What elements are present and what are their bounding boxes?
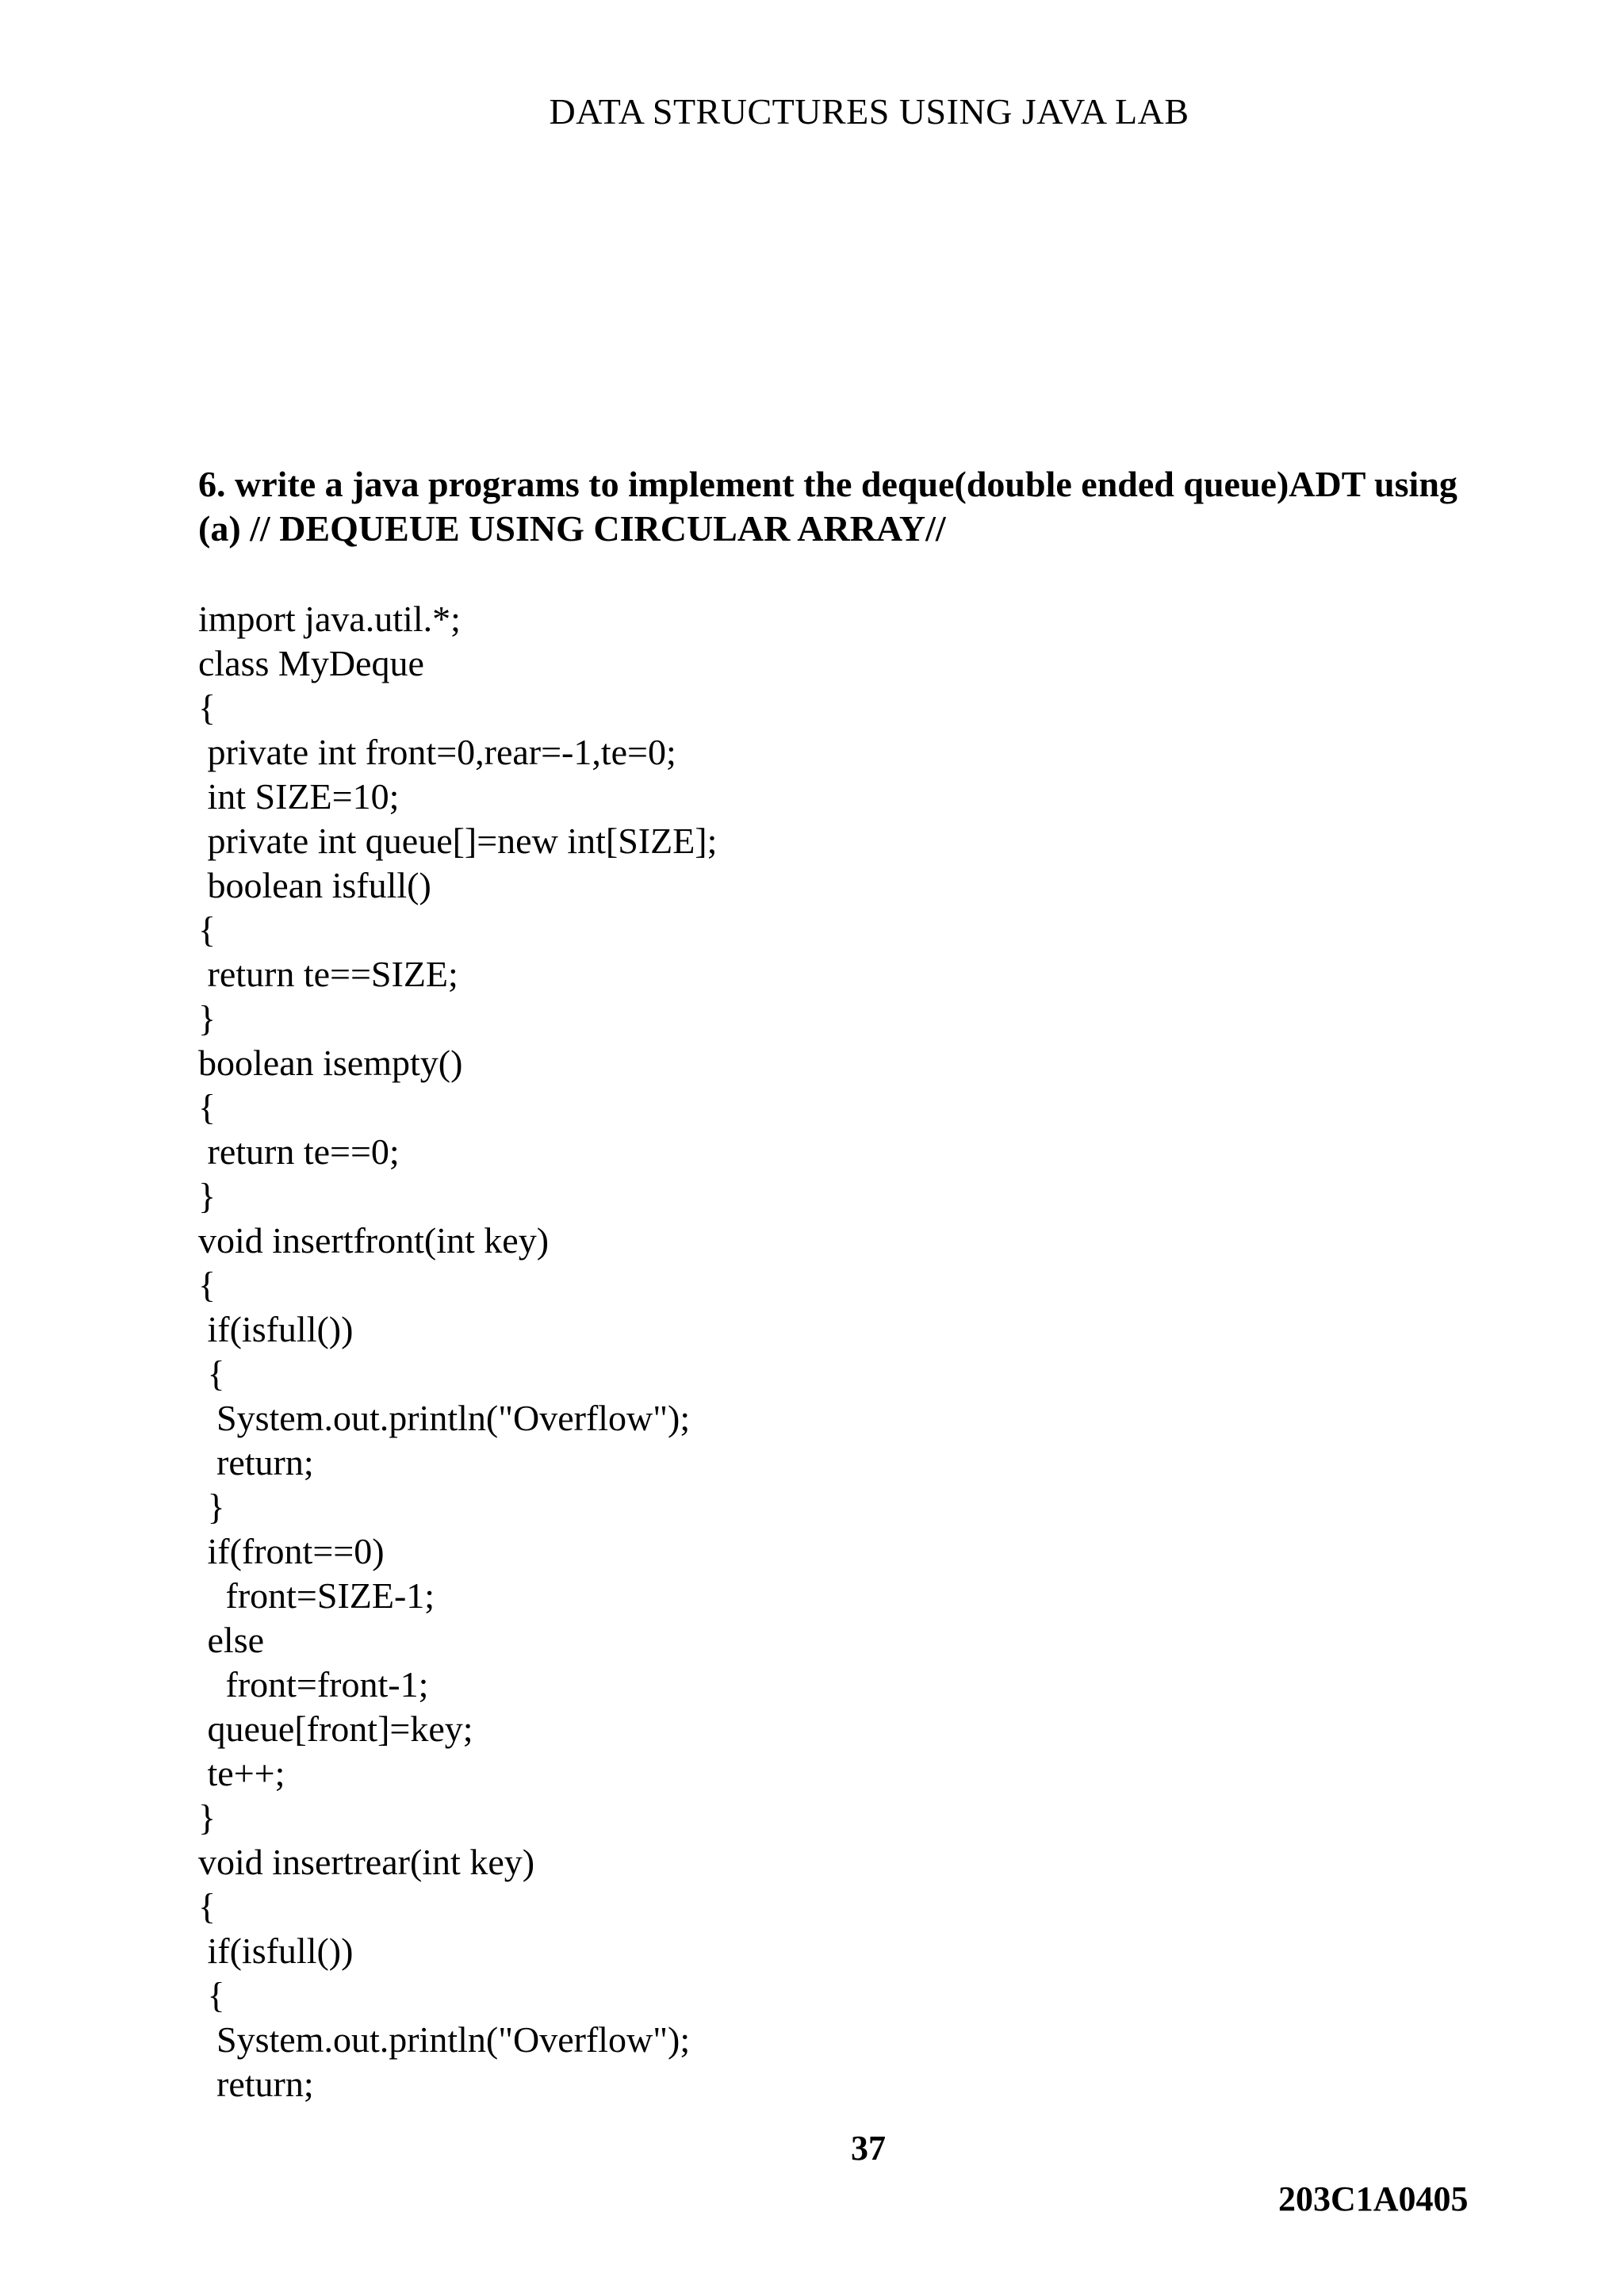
code-line: } [198,1487,225,1527]
question-line-2: (a) // DEQUEUE USING CIRCULAR ARRAY// [198,508,946,549]
code-line: boolean isempty() [198,1043,463,1083]
code-line: front=front-1; [198,1664,429,1705]
code-line: void insertfront(int key) [198,1220,550,1261]
code-line: if(isfull()) [198,1931,354,1971]
code-line: else [198,1620,265,1660]
code-line: { [198,1087,216,1127]
question-heading [198,462,1594,551]
code-line: return te==SIZE; [198,954,458,994]
code-line: { [198,1886,216,1927]
code-line: return; [198,1442,314,1483]
code-line: if(front==0) [198,1531,385,1571]
code-line: private int queue[]=new int[SIZE]; [198,821,718,861]
code-line: return te==0; [198,1131,400,1172]
code-line: { [198,1353,225,1394]
code-line: return; [198,2064,314,2104]
code-line: } [198,1176,216,1216]
code-line: { [198,687,216,728]
page-header-title: DATA STRUCTURES USING JAVA LAB [549,91,1189,132]
roll-number: 203C1A0405 [1278,2179,1469,2218]
code-line: { [198,1975,225,2015]
code-line: } [198,1797,216,1838]
question-line-1: 6. write a java programs to implement the deque(double ended queue)ADT using [198,464,1457,504]
code-line: { [198,1265,216,1305]
code-line: import java.util.*; [198,599,461,639]
code-line: System.out.println("Overflow"); [198,1398,691,1438]
code-line: queue[front]=key; [198,1709,473,1749]
code-line: front=SIZE-1; [198,1575,435,1616]
code-listing [198,597,717,2107]
code-line: void insertrear(int key) [198,1842,535,1882]
code-line: { [198,909,216,950]
code-line: te++; [198,1753,285,1793]
code-line: class MyDeque [198,643,424,683]
code-line: System.out.println("Overflow"); [198,2019,691,2060]
code-line: private int front=0,rear=-1,te=0; [198,732,676,772]
code-line: if(isfull()) [198,1309,354,1349]
code-line: } [198,998,216,1039]
code-line: int SIZE=10; [198,776,400,817]
page-number: 37 [851,2129,886,2168]
code-line: boolean isfull() [198,865,431,905]
